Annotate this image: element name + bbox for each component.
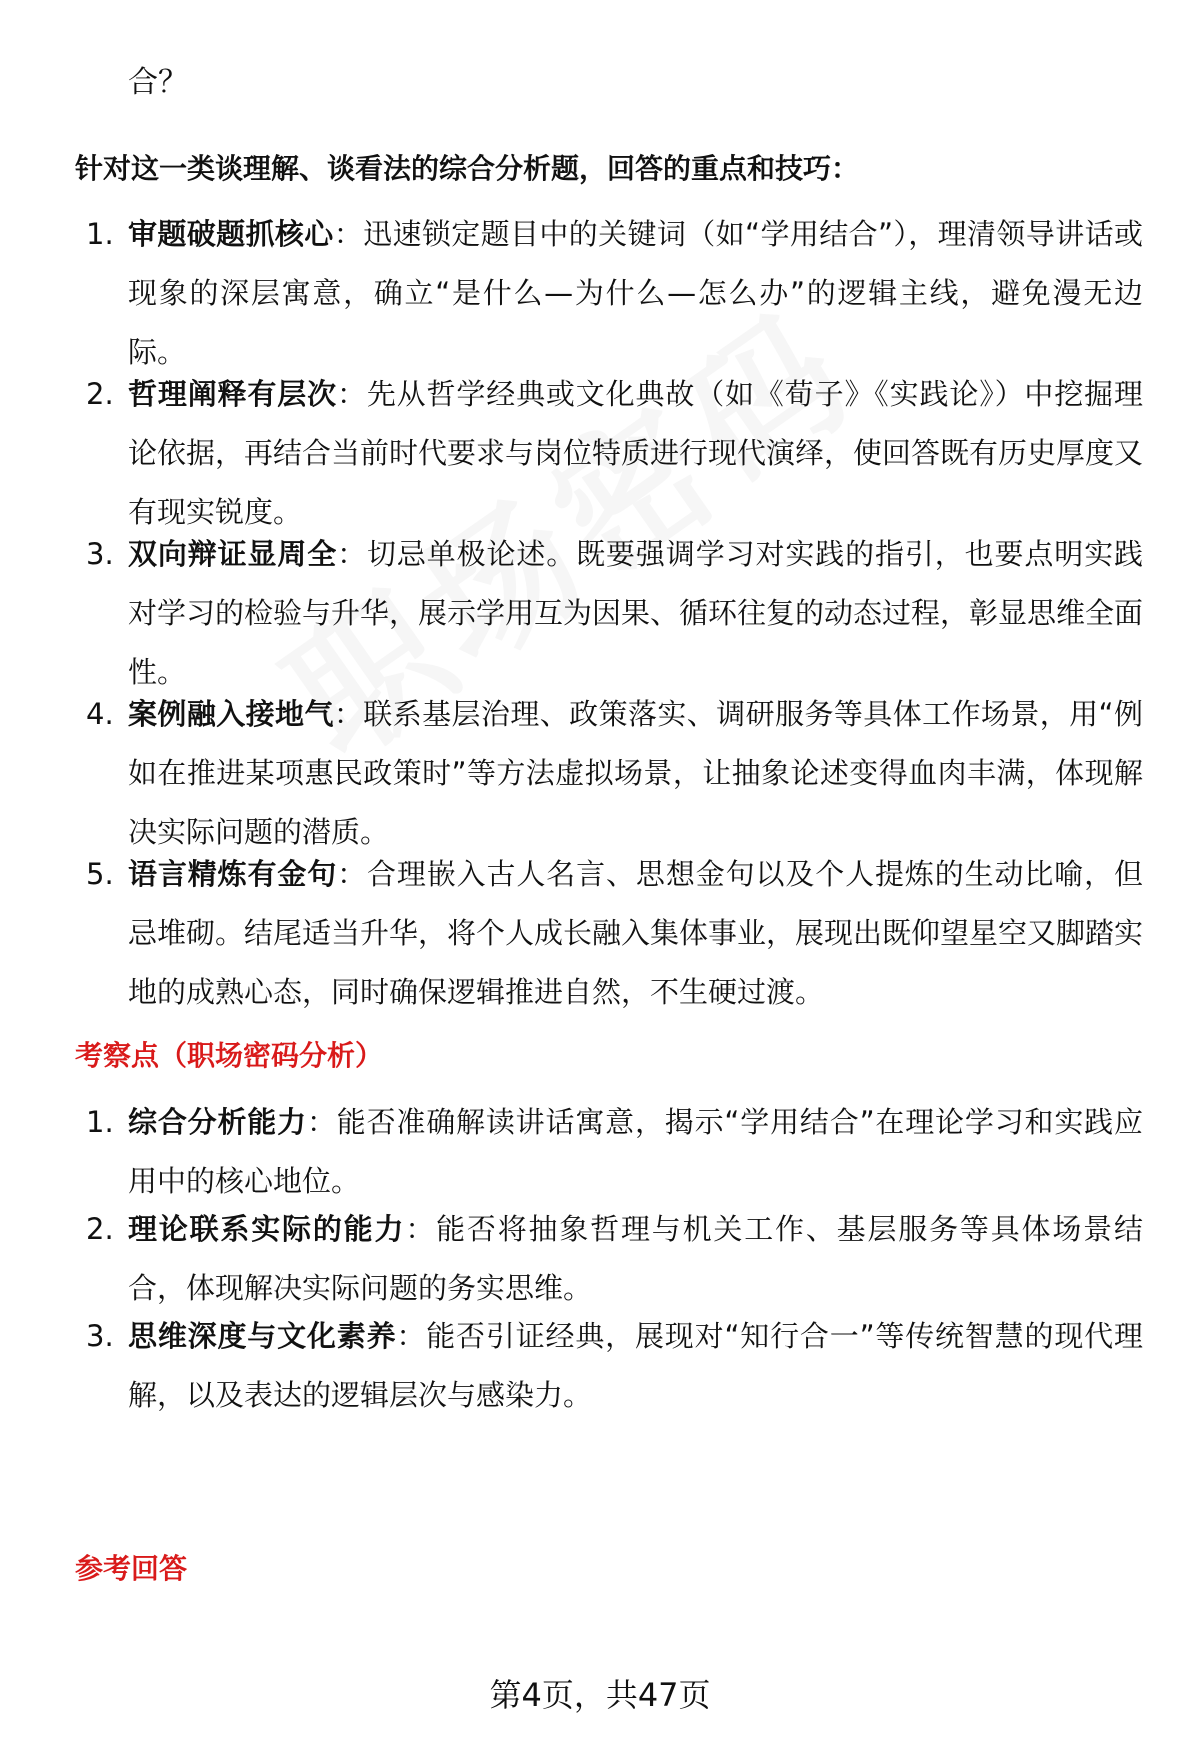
item-body: ：迅速锁定题目中的关键词（如“学用结合”），理清领导讲话或现象的深层寓意，确立“是什么—为什么—怎么办”的逻辑主线，避免漫无边际。 (128, 217, 1143, 369)
page-number: 第4页，共47页 (489, 1676, 711, 1714)
item-number: 1. (86, 1105, 114, 1139)
item-number: 5. (86, 857, 114, 891)
item-body: ：能否引证经典，展现对“知行合一”等传统智慧的现代理解，以及表达的逻辑层次与感染力。 (128, 1319, 1143, 1412)
item-text (128, 1200, 1143, 1318)
item-lead: 双向辩证显周全 (128, 537, 338, 571)
item-text (128, 685, 1143, 862)
item-body: ：能否将抽象哲理与机关工作、基层服务等具体场景结合，体现解决实际问题的务实思维。 (128, 1212, 1143, 1305)
item-number: 3. (86, 537, 114, 571)
item-body: ：切忌单极论述。既要强调学习对实践的指引，也要点明实践对学习的检验与升华，展示学用互为因果、循环往复的动态过程，彰显思维全面性。 (128, 537, 1144, 689)
section-title-reference-answer: 参考回答 (75, 1552, 188, 1585)
item-text (128, 525, 1143, 702)
item-lead: 思维深度与文化素养 (128, 1319, 397, 1353)
item-lead: 哲理阐释有层次 (128, 377, 337, 411)
item-lead: 审题破题抓核心 (128, 217, 334, 251)
item-body: ：合理嵌入古人名言、思想金句以及个人提炼的生动比喻，但忌堆砌。结尾适当升华，将个人成长融入集体事业，展现出既仰望星空又脚踏实地的成熟心态，同时确保逻辑推进自然，不生硬过渡。 (128, 857, 1144, 1009)
item-text (128, 1307, 1143, 1425)
item-lead: 案例融入接地气 (128, 697, 334, 731)
item-lead: 理论联系实际的能力 (128, 1212, 406, 1246)
item-text (128, 845, 1143, 1022)
item-lead: 语言精炼有金句 (128, 857, 338, 891)
item-lead: 综合分析能力 (128, 1105, 307, 1139)
continued-text: 合？ (128, 65, 188, 100)
item-number: 1. (86, 217, 114, 251)
item-number: 2. (86, 377, 114, 411)
item-text (128, 1093, 1143, 1211)
item-number: 3. (86, 1319, 114, 1353)
item-body: ：先从哲学经典或文化典故（如《荀子》《实践论》）中挖掘理论依据，再结合当前时代要求与岗位特质进行现代演绎，使回答既有历史厚度又有现实锐度。 (128, 377, 1144, 529)
item-text (128, 205, 1143, 382)
item-number: 4. (86, 697, 114, 731)
item-number: 2. (86, 1212, 114, 1246)
section-title-exam-points: 考察点（职场密码分析） (75, 1039, 384, 1072)
item-text (128, 365, 1143, 542)
item-body: ：联系基层治理、政策落实、调研服务等具体工作场景，用“例如在推进某项惠民政策时”等方法虚拟场景，让抽象论述变得血肉丰满，体现解决实际问题的潜质。 (128, 697, 1143, 849)
item-body: ：能否准确解读讲话寓意，揭示“学用结合”在理论学习和实践应用中的核心地位。 (128, 1105, 1143, 1198)
intro-heading: 针对这一类谈理解、谈看法的综合分析题，回答的重点和技巧： (75, 152, 860, 185)
